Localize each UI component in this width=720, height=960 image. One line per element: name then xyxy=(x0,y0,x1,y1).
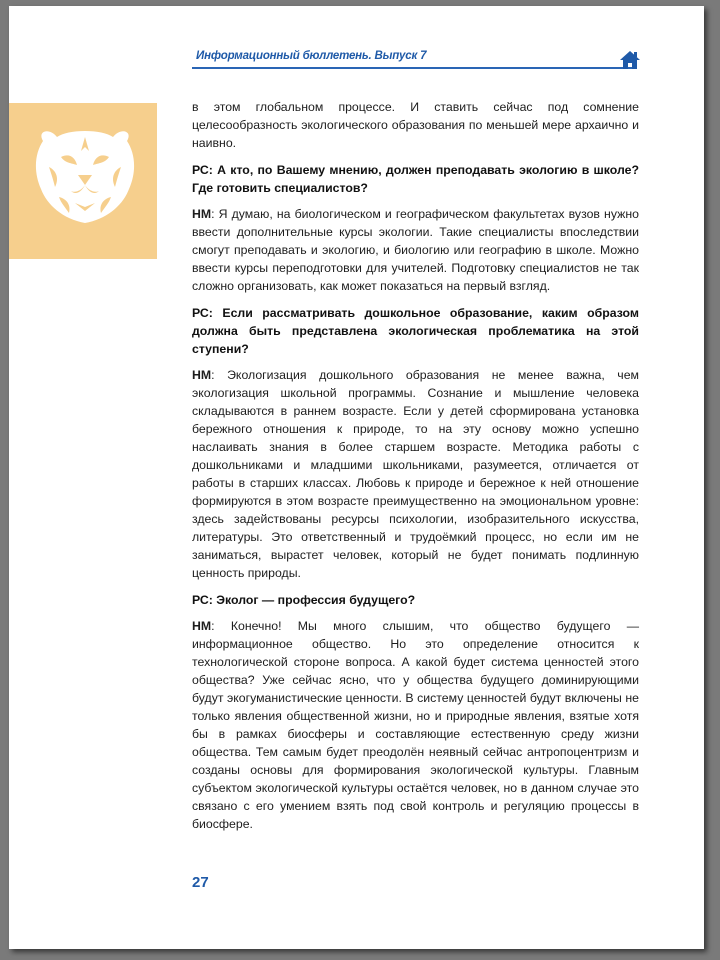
header-title: Информационный бюллетень. Выпуск 7 xyxy=(196,50,427,62)
article-body xyxy=(192,98,639,842)
answer-text: : Конечно! Мы много слышим, что общество будущего — информационное общество. Но это определение относится к технологической стороне вопроса. А какой будет система ценностей этого общества? Уже сейчас ясно, что у общества будущего доминирующими будут экогуманистические ценности. В систему ценностей будут включены не только явления общественной жизни, но и природные явления, взятые хотя бы в рамках биосферы и составляющие естественную среду жизни общества. Тем самым будет преодолён неявный сейчас антропоцентризм и созданы основы для формирования экологической культуры. Главным субъектом экологической культуры остаётся человек, но в данном случае это связано с его умением взять под свой контроль и регуляцию процессы в биосфере. xyxy=(192,619,639,831)
header-divider xyxy=(192,67,637,69)
document-page xyxy=(9,6,704,949)
page-number: 27 xyxy=(192,874,209,891)
question-paragraph: РС: А кто, по Вашему мнению, должен преподавать экологию в школе? Где готовить специалистов? xyxy=(192,163,639,195)
paragraph-continuation: в этом глобальном процессе. И ставить сейчас под сомнение целесообразность экологического образования по меньшей мере архаично и наивно. xyxy=(192,100,639,150)
speaker-label: НМ xyxy=(192,207,212,221)
question-paragraph: РС: Эколог — профессия будущего? xyxy=(192,593,416,607)
answer-paragraph xyxy=(192,205,639,295)
question-paragraph: РС: Если рассматривать дошкольное образование, каким образом должна быть представлена экологическая проблематика на этой ступени? xyxy=(192,306,639,356)
answer-paragraph xyxy=(192,366,639,582)
answer-paragraph xyxy=(192,617,639,833)
answer-text: : Я думаю, на биологическом и географическом факультетах вузов нужно ввести дополнительные курсы экологии. Такие специалисты впоследствии смогут преподавать и экологию, и биологию или географию в школе. Можно ввести курсы переподготовки для учителей. Подготовку специалистов не так сложно организовать, как может показаться на первый взгляд. xyxy=(192,207,639,293)
tiger-face-icon xyxy=(31,127,139,227)
speaker-label: НМ xyxy=(192,619,212,633)
tiger-decoration xyxy=(9,103,157,259)
answer-text: : Экологизация дошкольного образования не менее важна, чем экологизация школьной программы. Сознание и мышление человека складываются в раннем возрасте. Если у детей сформирована установка бережного отношения к природе, то на эту основу можно успешно наслаивать знания в более старшем возрасте. Методика работы с дошкольниками и младшими школьниками, разумеется, отличается от работы в старших классах. Любовь к природе и бережное к ней отношение формируются в этом возрасте преимущественно на эмоциональном уровне: здесь задействованы ресурсы психологии, изобразительного искусства, литературы. Это ответственный и трудоёмкий процесс, но если им не заниматься, вырастет человек, который не будет понимать подлинную ценность природы. xyxy=(192,368,639,580)
speaker-label: НМ xyxy=(192,368,212,382)
home-icon[interactable] xyxy=(619,50,641,70)
